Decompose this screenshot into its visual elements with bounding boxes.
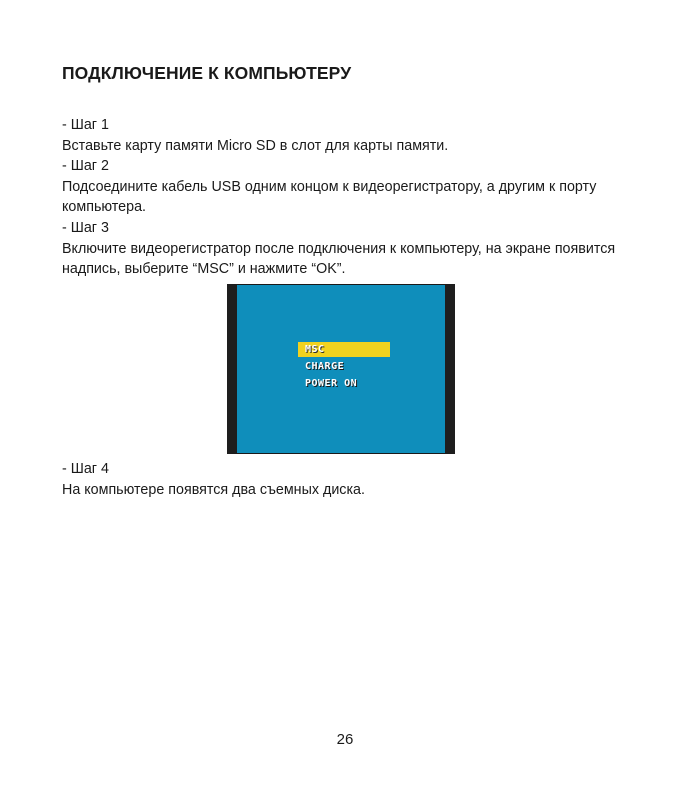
menu-item-charge: CHARGE xyxy=(305,361,345,372)
usb-mode-menu xyxy=(298,342,390,393)
step-4-text xyxy=(62,459,365,500)
instructions-text xyxy=(62,115,662,280)
device-screen-image xyxy=(227,284,455,454)
step-2-heading: - Шаг 2 xyxy=(62,158,109,175)
step-3-text-line-2: надпись, выберите “MSC” и нажмите “OK”. xyxy=(62,261,346,278)
step-2-text-line-1: Подсоедините кабель USB одним концом к видеорегистратору, а другим к порту xyxy=(62,178,597,195)
menu-item-power-on: POWER ON xyxy=(305,378,358,389)
step-4-heading: - Шаг 4 xyxy=(62,461,109,477)
page-number: 26 xyxy=(336,731,354,748)
step-2-text-line-2: компьютера. xyxy=(62,199,147,216)
menu-item-msc: MSC xyxy=(298,342,390,357)
step-1-heading: - Шаг 1 xyxy=(62,117,109,133)
step-3-heading: - Шаг 3 xyxy=(62,219,109,236)
step-4-description: На компьютере появятся два съемных диска. xyxy=(62,481,365,498)
page-title: ПОДКЛЮЧЕНИЕ К КОМПЬЮТЕРУ xyxy=(62,63,352,83)
step-1-text: Вставьте карту памяти Micro SD в слот для карты памяти. xyxy=(62,137,449,154)
step-3-text-line-1: Включите видеорегистратор после подключения к компьютеру, на экране появится xyxy=(62,240,616,257)
